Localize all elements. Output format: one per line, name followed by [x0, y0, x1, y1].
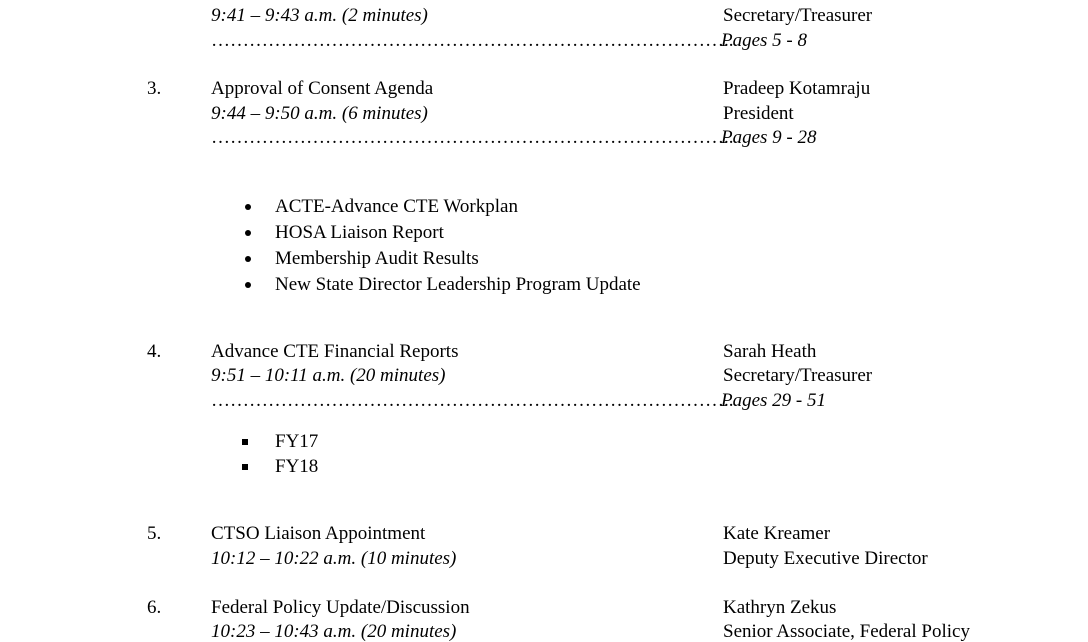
item4-presenter-title: Secretary/Treasurer	[723, 365, 873, 386]
item3-bullet-3: Membership Audit Results	[275, 248, 479, 269]
item4-time: 9:51 – 10:11 a.m. (20 minutes)	[211, 365, 446, 386]
item3-presenter-title: President	[723, 103, 794, 124]
item4-leader-dots: ………………………………………………………………………..	[211, 390, 734, 411]
bullet-icon	[245, 256, 251, 262]
item2-time: 9:41 – 9:43 a.m. (2 minutes)	[211, 5, 428, 26]
item6-presenter-name: Kathryn Zekus	[723, 597, 837, 618]
item3-presenter-name: Pradeep Kotamraju	[723, 78, 871, 99]
item6-presenter-title: Senior Associate, Federal Policy	[723, 621, 970, 642]
item5-title: CTSO Liaison Appointment	[211, 523, 426, 544]
item4-subitem-2: FY18	[275, 456, 319, 477]
bullet-icon	[245, 204, 251, 210]
item3-number: 3.	[147, 78, 162, 99]
item3-bullet-2: HOSA Liaison Report	[275, 222, 444, 243]
item5-presenter-title: Deputy Executive Director	[723, 548, 928, 569]
item3-bullet-1: ACTE-Advance CTE Workplan	[275, 196, 518, 217]
item3-bullet-4: New State Director Leadership Program Update	[275, 274, 641, 295]
item6-time: 10:23 – 10:43 a.m. (20 minutes)	[211, 621, 457, 642]
item2-pages: Pages 5 - 8	[721, 30, 808, 51]
item4-presenter-name: Sarah Heath	[723, 341, 817, 362]
item4-title: Advance CTE Financial Reports	[211, 341, 459, 362]
item4-number: 4.	[147, 341, 162, 362]
bullet-icon	[245, 282, 251, 288]
square-bullet-icon	[242, 439, 248, 445]
item2-presenter-title: Secretary/Treasurer	[723, 5, 873, 26]
square-bullet-icon	[242, 464, 248, 470]
item3-pages: Pages 9 - 28	[721, 127, 817, 148]
bullet-icon	[245, 230, 251, 236]
item2-leader-dots: ………………………………………………………………………..	[211, 30, 734, 51]
item6-number: 6.	[147, 597, 162, 618]
item3-leader-dots: ………………………………………………………………………..	[211, 127, 734, 148]
item5-time: 10:12 – 10:22 a.m. (10 minutes)	[211, 548, 457, 569]
item4-subitem-1: FY17	[275, 431, 319, 452]
item3-title: Approval of Consent Agenda	[211, 78, 434, 99]
item5-presenter-name: Kate Kreamer	[723, 523, 831, 544]
item5-number: 5.	[147, 523, 162, 544]
item3-time: 9:44 – 9:50 a.m. (6 minutes)	[211, 103, 428, 124]
item4-pages: Pages 29 - 51	[721, 390, 827, 411]
item6-title: Federal Policy Update/Discussion	[211, 597, 470, 618]
